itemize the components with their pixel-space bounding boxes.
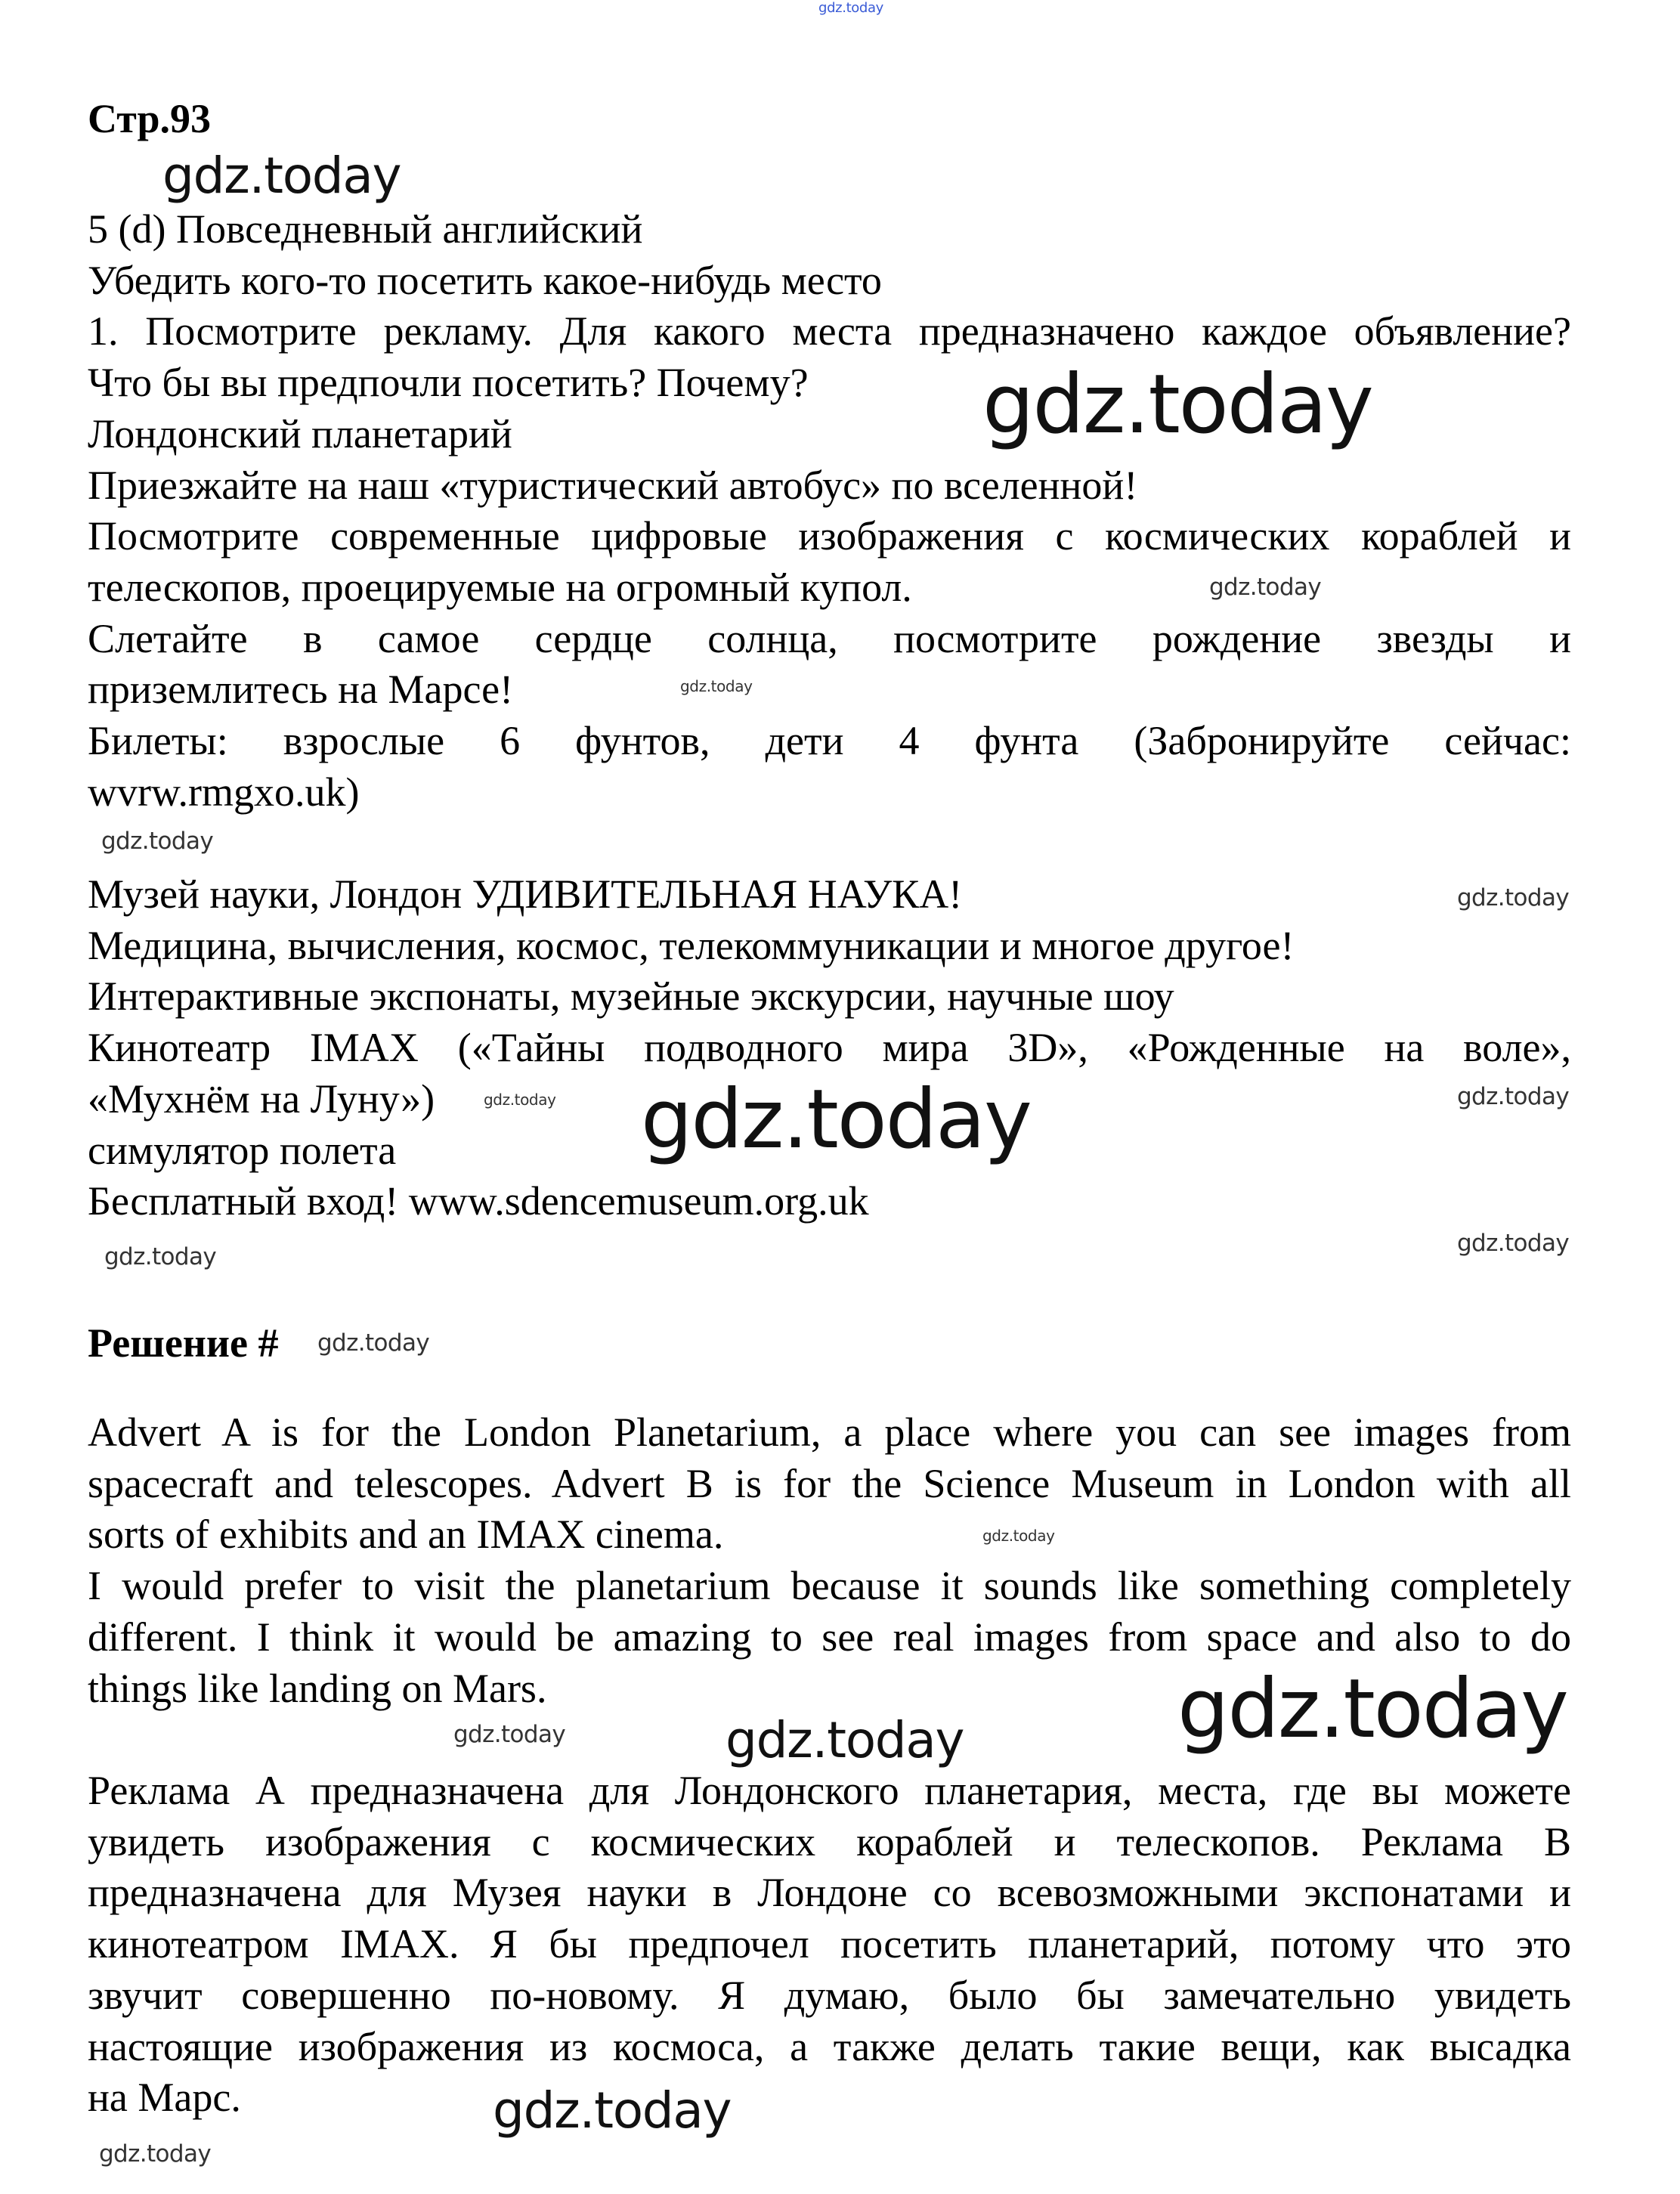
watermark: gdz.today <box>99 2140 212 2168</box>
text-line: Что бы вы предпочли посетить? Почему? <box>88 360 809 406</box>
watermark: gdz.today <box>453 1721 566 1748</box>
watermark: gdz.today <box>1457 1230 1570 1257</box>
text-line: Лондонский планетарий <box>88 410 512 456</box>
text-line: Убедить кого-то посетить какое-нибудь место <box>88 257 882 303</box>
watermark: gdz.today <box>1209 574 1322 601</box>
text-line: wvrw.rmgxo.uk) <box>88 769 360 815</box>
text-line: кинотеатром IMAX. Я бы предпочел посетить планетарий, потому что это <box>88 1921 1571 1967</box>
watermark: gdz.today <box>484 1091 556 1109</box>
watermark: gdz.today <box>1457 884 1570 911</box>
text-line: Билеты: взрослые 6 фунтов, дети 4 фунта (Забронируйте сейчас: <box>88 718 1571 764</box>
task-text <box>88 204 1571 818</box>
watermark: gdz.today <box>1457 1083 1570 1110</box>
watermark: gdz.today <box>1177 1662 1567 1756</box>
text-line: настоящие изображения из космоса, а также делать такие вещи, как высадка <box>88 2023 1571 2069</box>
text-line: телескопов, проецируемые на огромный купол. <box>88 564 912 610</box>
text-line: I would prefer to visit the planetarium because it sounds like something completely <box>88 1563 1571 1609</box>
text-line: на Марс. <box>88 2075 241 2121</box>
watermark: gdz.today <box>818 0 883 16</box>
text-line: things like landing on Mars. <box>88 1665 547 1711</box>
watermark: gdz.today <box>317 1329 430 1357</box>
text-line: sorts of exhibits and an IMAX cinema. <box>88 1512 724 1558</box>
text-line: Реклама А предназначена для Лондонского планетария, места, где вы можете <box>88 1768 1571 1813</box>
solution-heading: Решение # <box>88 1320 279 1366</box>
text-line: звучит совершенно по-новому. Я думаю, было бы замечательно увидеть <box>88 1972 1571 2018</box>
watermark: gdz.today <box>641 1072 1031 1167</box>
solution-russian <box>88 1765 1571 2124</box>
text-line: Приезжайте на наш «туристический автобус» по вселенной! <box>88 462 1138 508</box>
text-line: приземлитесь на Марсе! <box>88 667 514 713</box>
text-line: Посмотрите современные цифровые изображения с космических кораблей и <box>88 513 1571 559</box>
watermark: gdz.today <box>982 357 1372 452</box>
text-line: 5 (d) Повседневный английский <box>88 206 643 252</box>
advert-b-text <box>88 869 1571 1227</box>
watermark: gdz.today <box>101 828 214 855</box>
watermark: gdz.today <box>104 1243 217 1270</box>
watermark: gdz.today <box>493 2081 732 2140</box>
text-line: Advert A is for the London Planetarium, a place where you can see images from <box>88 1410 1571 1455</box>
text-line: Медицина, вычисления, космос, телекоммуникации и многое другое! <box>88 922 1295 968</box>
page-title: Стр.93 <box>88 96 212 141</box>
text-line: предназначена для Музея науки в Лондоне со всевозможными экспонатами и <box>88 1870 1571 1916</box>
text-line: Бесплатный вход! www.sdencemuseum.org.uk <box>88 1178 869 1224</box>
text-line: «Мухнём на Луну») <box>88 1075 435 1122</box>
watermark: gdz.today <box>162 147 401 205</box>
text-line: Слетайте в самое сердце солнца, посмотрите рождение звезды и <box>88 615 1571 661</box>
text-line: симулятор полета <box>88 1127 397 1173</box>
text-line: spacecraft and telescopes. Advert B is for the Science Museum in London with all <box>88 1460 1571 1506</box>
text-line: увидеть изображения с космических кораблей и телескопов. Реклама В <box>88 1818 1571 1864</box>
watermark: gdz.today <box>680 677 753 695</box>
text-line: Интерактивные экспонаты, музейные экскурсии, научные шоу <box>88 973 1174 1020</box>
text-line: 1. Посмотрите рекламу. Для какого места предназначено каждое объявление? <box>88 308 1571 354</box>
watermark: gdz.today <box>726 1711 964 1769</box>
watermark: gdz.today <box>982 1527 1055 1545</box>
text-line: Кинотеатр IMAX («Тайны подводного мира 3D», «Рожденные на воле», <box>88 1025 1571 1071</box>
text-line: Музей науки, Лондон УДИВИТЕЛЬНАЯ НАУКА! <box>88 871 963 917</box>
text-line: different. I think it would be amazing to see real images from space and also to do <box>88 1614 1571 1660</box>
